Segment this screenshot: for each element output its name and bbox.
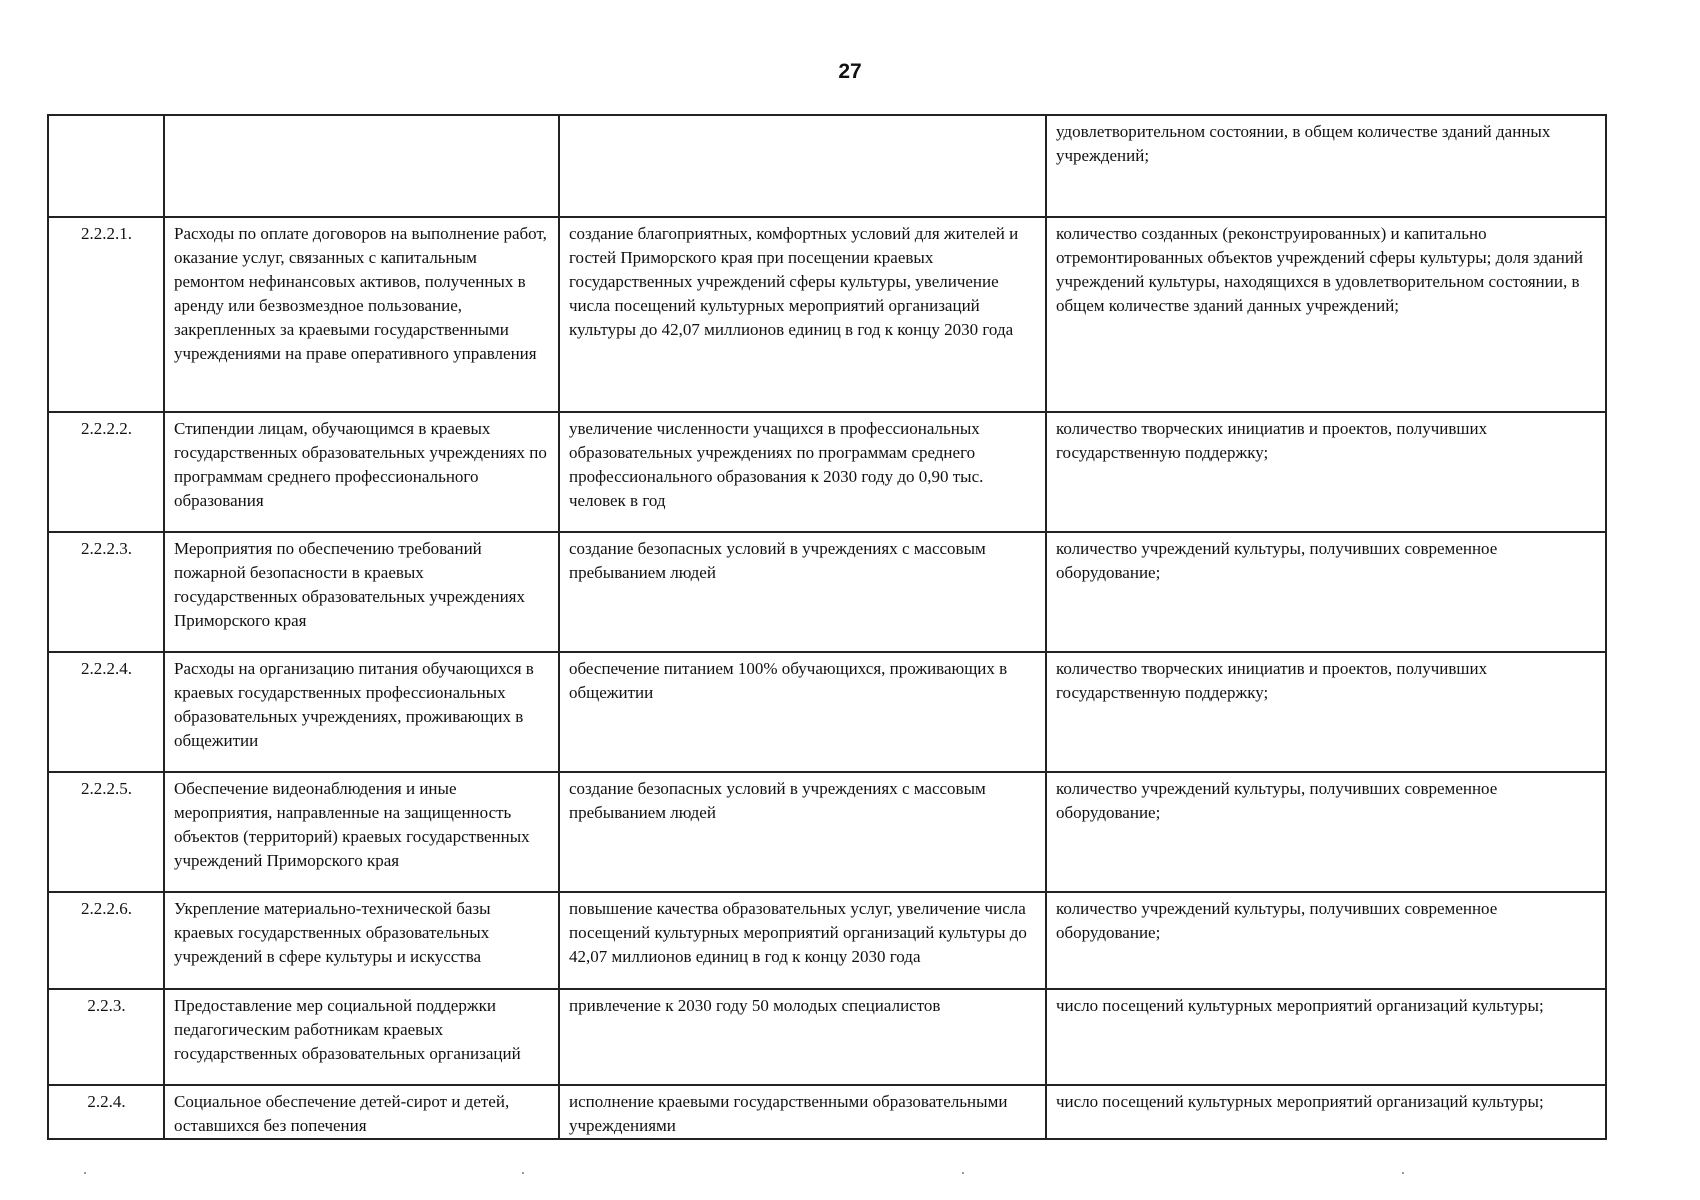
- indicator: количество учреждений культуры, получивших современное оборудование;: [1046, 532, 1606, 652]
- scan-dot: [1402, 1172, 1404, 1174]
- measure-name: [164, 115, 559, 217]
- table-row: [48, 989, 1606, 1085]
- row-number: 2.2.3.: [48, 989, 164, 1085]
- row-number: 2.2.2.6.: [48, 892, 164, 989]
- indicator: количество учреждений культуры, получивших современное оборудование;: [1046, 892, 1606, 989]
- table-row: [48, 217, 1606, 412]
- expected-result: повышение качества образовательных услуг, увеличение числа посещений культурных мероприятий организаций культуры до 42,07 миллионов единиц в год к концу 2030 года: [559, 892, 1046, 989]
- scan-dot: [84, 1172, 86, 1174]
- page-number: 27: [838, 60, 862, 83]
- expected-result: привлечение к 2030 году 50 молодых специалистов: [559, 989, 1046, 1085]
- indicator: количество созданных (реконструированных) и капитально отремонтированных объектов учреждений сферы культуры; доля зданий учреждений культуры, находящихся в удовлетворительном состоянии, в общем количестве зданий данных учреждений;: [1046, 217, 1606, 412]
- measure-name: Стипендии лицам, обучающимся в краевых государственных образовательных учреждениях по программам среднего профессионального образования: [164, 412, 559, 532]
- indicator: удовлетворительном состоянии, в общем количестве зданий данных учреждений;: [1046, 115, 1606, 217]
- row-number: 2.2.4.: [48, 1085, 164, 1139]
- expected-result: создание безопасных условий в учреждениях с массовым пребыванием людей: [559, 532, 1046, 652]
- scan-dot: [522, 1172, 524, 1174]
- row-number: 2.2.2.4.: [48, 652, 164, 772]
- measure-name: Расходы на организацию питания обучающихся в краевых государственных профессиональных образовательных учреждениях, проживающих в общежитии: [164, 652, 559, 772]
- expected-result: создание благоприятных, комфортных условий для жителей и гостей Приморского края при посещении краевых государственных учреждений сферы культуры, увеличение числа посещений культурных мероприятий организаций культуры до 42,07 миллионов единиц в год к концу 2030 года: [559, 217, 1046, 412]
- indicator: количество творческих инициатив и проектов, получивших государственную поддержку;: [1046, 652, 1606, 772]
- indicator: количество творческих инициатив и проектов, получивших государственную поддержку;: [1046, 412, 1606, 532]
- table-row: [48, 892, 1606, 989]
- row-number: 2.2.2.3.: [48, 532, 164, 652]
- expected-result: [559, 115, 1046, 217]
- measure-name: Укрепление материально-технической базы краевых государственных образовательных учреждений в сфере культуры и искусства: [164, 892, 559, 989]
- indicator: число посещений культурных мероприятий организаций культуры;: [1046, 989, 1606, 1085]
- measure-name: Предоставление мер социальной поддержки педагогическим работникам краевых государственных образовательных организаций: [164, 989, 559, 1085]
- scan-dot: [962, 1172, 964, 1174]
- row-number: [48, 115, 164, 217]
- scan-artifact-dots: [0, 1172, 1700, 1178]
- expected-result: исполнение краевыми государственными образовательными учреждениями: [559, 1085, 1046, 1139]
- table-row: [48, 772, 1606, 892]
- table-row: [48, 115, 1606, 217]
- measure-name: Социальное обеспечение детей-сирот и детей, оставшихся без попечения: [164, 1085, 559, 1139]
- table-row: [48, 652, 1606, 772]
- table-row: [48, 1085, 1606, 1139]
- row-number: 2.2.2.2.: [48, 412, 164, 532]
- row-number: 2.2.2.5.: [48, 772, 164, 892]
- measure-name: Обеспечение видеонаблюдения и иные мероприятия, направленные на защищенность объектов (территорий) краевых государственных учреждений Приморского края: [164, 772, 559, 892]
- indicator: количество учреждений культуры, получивших современное оборудование;: [1046, 772, 1606, 892]
- expected-result: увеличение численности учащихся в профессиональных образовательных учреждениях по программам среднего профессионального образования к 2030 году до 0,90 тыс. человек в год: [559, 412, 1046, 532]
- indicator: число посещений культурных мероприятий организаций культуры;: [1046, 1085, 1606, 1139]
- measure-name: Мероприятия по обеспечению требований пожарной безопасности в краевых государственных образовательных учреждениях Приморского края: [164, 532, 559, 652]
- measure-name: Расходы по оплате договоров на выполнение работ, оказание услуг, связанных с капитальным ремонтом нефинансовых активов, полученных в аренду или безвозмездное пользование, закрепленных за краевыми государственными учреждениями на праве оперативного управления: [164, 217, 559, 412]
- expected-result: обеспечение питанием 100% обучающихся, проживающих в общежитии: [559, 652, 1046, 772]
- expected-result: создание безопасных условий в учреждениях с массовым пребыванием людей: [559, 772, 1046, 892]
- measures-table: [47, 114, 1607, 1140]
- table-row: [48, 532, 1606, 652]
- table-row: [48, 412, 1606, 532]
- row-number: 2.2.2.1.: [48, 217, 164, 412]
